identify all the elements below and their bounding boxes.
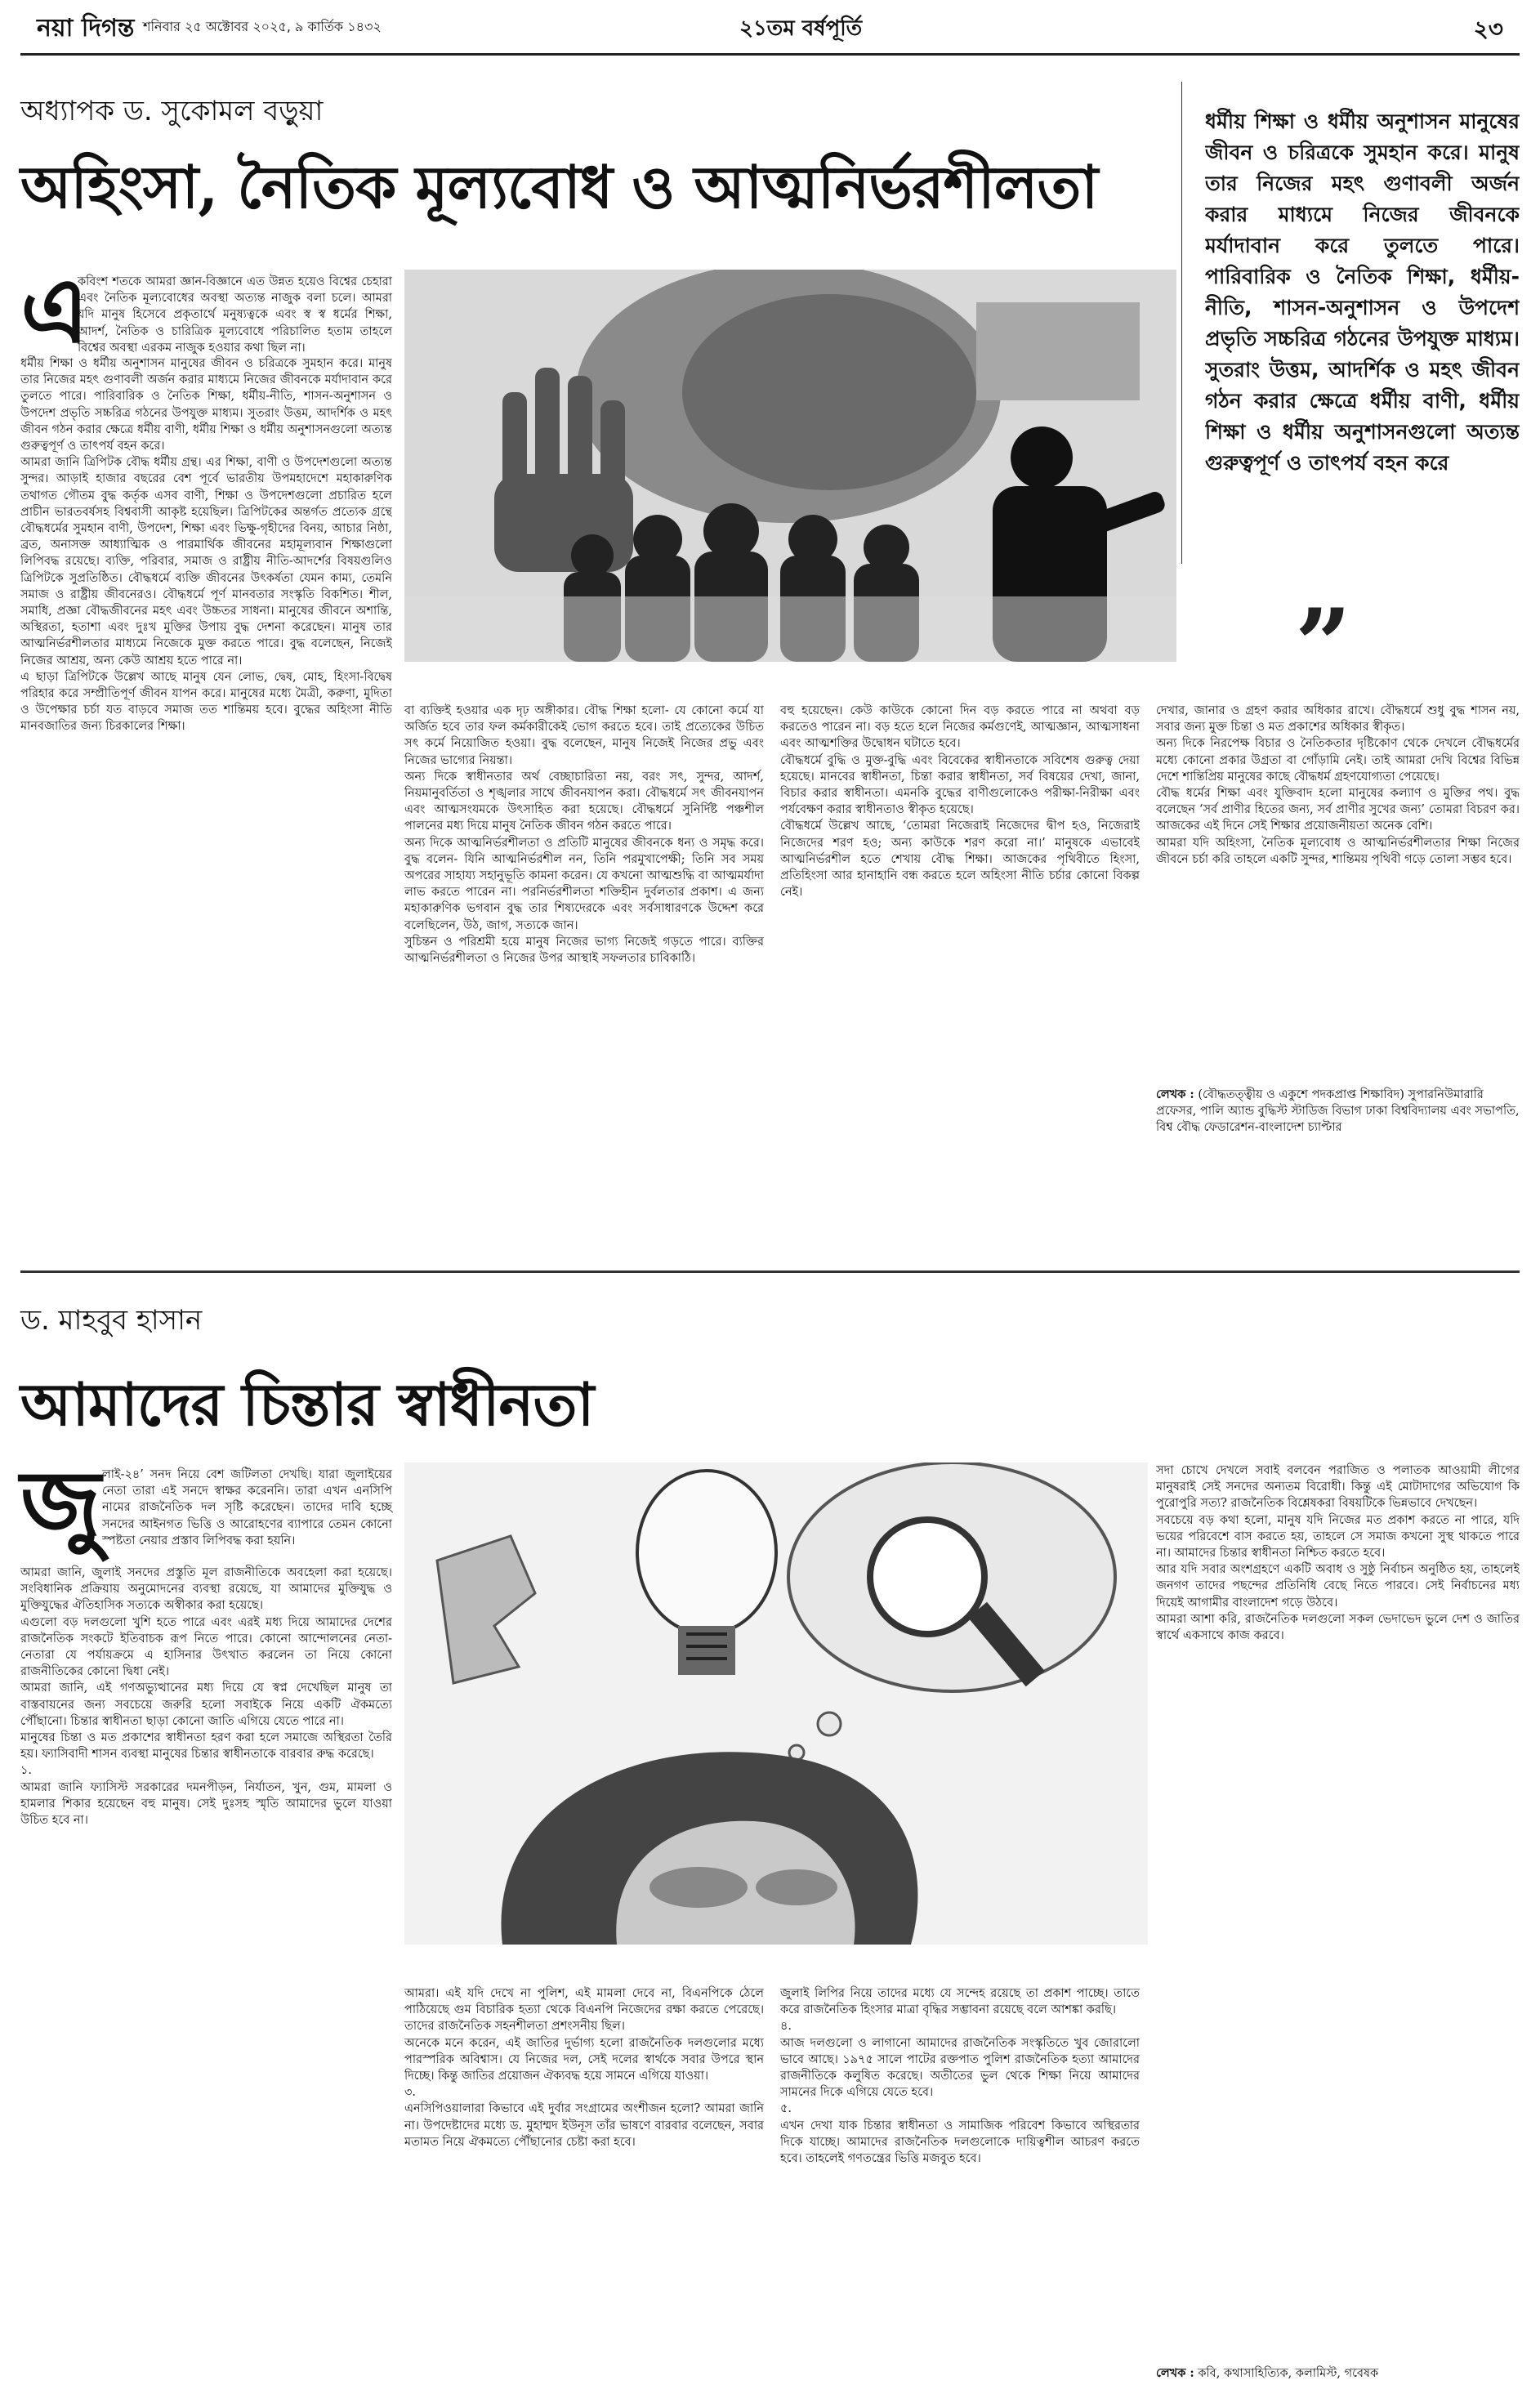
article1-author: অধ্যাপক ড. সুকোমল বড়ুয়া <box>20 95 324 127</box>
article1-signature <box>1156 1087 1520 1136</box>
section-divider <box>20 1270 1520 1273</box>
article1-dropcap: এ <box>20 257 89 363</box>
article2-author: ড. মাহবুব হাসান <box>20 1304 203 1337</box>
divider <box>1181 82 1182 564</box>
signature-label: লেখক : <box>1156 1087 1194 1101</box>
article2-column-2: আমরা। এই যদি দেখে না পুলিশ, এই মামলা দেবে না, বিএনপিকে ঠেলে পাঠিয়েছে গুম বিচারিক হত্যা থেকে বিএনপি নিজেদের রক্ষা করতে পেরেছে। তাদের রাজনৈতিক সহনশীলতা প্রশংসনীয় ছিল। অনেকে মনে করেন, এই জাতির দুর্ভাগ্য হলো রাজনৈতিক দলগুলোর মধ্যে পারস্পরিক অবিশ্বাস। যে নিজের দল, সেই দলের স্বার্থকে সবার উপরে স্থান দিচ্ছে। কিন্তু জাতির প্রয়োজন ঐক্যবদ্ধ হয়ে সামনে এগিয়ে যাওয়া। ৩. এনসিপিওয়ালারা কিভাবে এই দুর্বার সংগ্রামের অংশীজন হলো? আমরা জানি না। উপদেষ্টাদের মধ্যে ড. মুহাম্মদ ইউনূস তাঁর ভাষণে বারবার বলেছেন, সবার মতামত নিয়ে ঐকমত্যে পৌঁছানোর চেষ্টা করা হবে। <box>404 1987 764 2149</box>
section-title: ২১তম বর্ষপূর্তি <box>739 16 863 41</box>
signature-text: (বৌদ্ধতত্ত্বীয় ও একুশে পদকপ্রাপ্ত শিক্ষাবিদ) সুপারনিউমারারি প্রফেসর, পালি অ্যান্ড বুদ্ধিস্ট স্টাডিজ বিভাগ ঢাকা বিশ্ববিদ্যালয় এবং সভাপতি, বিশ্ব বৌদ্ধ ফেডারেশন-বাংলাদেশ চ্যাপ্টার <box>1156 1088 1520 1134</box>
article2-illustration <box>404 1462 1148 1945</box>
quote-icon: ” <box>1295 587 1352 703</box>
article2-dropcap: জু <box>20 1450 101 1556</box>
page-header <box>20 8 1520 56</box>
signature-label: লেখক : <box>1156 2366 1194 2380</box>
article1-column-2: বা ব্যক্তিই হওয়ার এক দৃঢ় অঙ্গীকার। বৌদ্ধ শিক্ষা হলো- যে কোনো কর্মে যা অর্জিত হবে তার ফল কর্মকারীকেই ভোগ করতে হবে। তাই প্রত্যেকের উচিত সৎ কর্মে নিয়োজিত হওয়া। বুদ্ধ বলেছেন, মানুষ নিজেই নিজের প্রভু এবং নিজের ভাগ্যের নিয়ন্তা। অন্য দিকে স্বাধীনতার অর্থ বেচ্ছাচারিতা নয়, বরং সৎ, সুন্দর, আদর্শ, নিয়মানুবর্তিতা ও শৃঙ্খলার সাথে জীবনযাপন করা। বৌদ্ধধর্মে সৎ জীবনযাপন এবং আত্মসংযমকে উৎসাহিত করা হয়েছে। বৌদ্ধধর্মে সুনির্দিষ্ট পঞ্চশীল পালনের মধ্য দিয়ে মানুষ নৈতিক জীবন গঠন করতে পারে। অন্য দিকে আত্মনির্ভরশীলতা ও প্রতিটি মানুষের জীবনকে ধন্য ও সমৃদ্ধ করে। বুদ্ধ বলেন- যিনি আত্মনির্ভরশীল নন, তিনি পরমুখাপেক্ষী; তিনি সব সময় অপরের সাহায্য সহানুভূতি কামনা করেন। যে কখনো আত্মশুদ্ধি বা আত্মমর্যাদা লাভ করতে পারেন না। পরনির্ভরশীলতা শক্তিহীন দুর্বলতার প্রকাশ। এ জন্য মহাকারুণিক ভগবান বুদ্ধ তার শিষ্যদেরকে এবং সর্বসাধারণকে উদ্দেশ করে বলেছিলেন, উঠ, জাগ, সত্যকে জান। সুচিন্তন ও পরিশ্রমী হয়ে মানুষ নিজের ভাগ্য নিজেই গড়তে পারে। ব্যক্তির আত্মনির্ভরশীলতা ও নিজের উপর আস্থাই সফলতার চাবিকাঠি। <box>404 704 764 966</box>
page-number: ২৩ <box>1473 16 1503 42</box>
pull-quote: ধর্মীয় শিক্ষা ও ধর্মীয় অনুশাসন মানুষের জীবন ও চরিত্রকে সুমহান করে। মানুষ তার নিজের মহৎ গুণাবলী অর্জন করার মাধ্যমে নিজের জীবনকে মর্যাদাবান করে তুলতে পারে। পারিবারিক ও নৈতিক শিক্ষা, ধর্মীয়-নীতি, শাসন-অনুশাসন ও উপদেশ প্রভৃতি সচ্চরিত্র গঠনের উপযুক্ত মাধ্যম। সুতরাং উত্তম, আদর্শিক ও মহৎ জীবন গঠন করার ক্ষেত্রে ধর্মীয় বাণী, ধর্মীয় শিক্ষা ও ধর্মীয় অনুশাসনগুলো অত্যন্ত গুরুত্বপূর্ণ ও তাৎপর্য বহন করে <box>1205 109 1520 475</box>
article1-column-1: ধর্মীয় শিক্ষা ও ধর্মীয় অনুশাসন মানুষের জীবন ও চরিত্রকে সুমহান করে। মানুষ তার নিজের মহৎ গুণাবলী অর্জন করার মাধ্যমে নিজের জীবনকে মর্যাদাবান করে তুলতে পারে। পারিবারিক ও নৈতিক শিক্ষা, ধর্মীয়-নীতি, শাসন-অনুশাসন ও উপদেশ প্রভৃতি সচ্চরিত্র গঠনের উপযুক্ত মাধ্যম। সুতরাং উত্তম, আদর্শিক ও মহৎ জীবন গঠন করার ক্ষেত্রে ধর্মীয় বাণী, ধর্মীয় শিক্ষা ও ধর্মীয় অনুশাসনগুলো অত্যন্ত গুরুত্বপূর্ণ ও তাৎপর্য বহন করে। আমরা জানি ত্রিপিটক বৌদ্ধ ধর্মীয় গ্রন্থ। এর শিক্ষা, বাণী ও উপদেশগুলো অত্যন্ত সুন্দর। আড়াই হাজার বছরের বেশ পূর্বে ভারতীয় উপমহাদেশে মহাকারুণিক তথাগত গৌতম বুদ্ধ কর্তৃক এসব বাণী, শিক্ষা ও উপদেশগুলো প্রচারিত হলে প্রাচীন ভারতবর্ষসহ বিশ্ববাসী আকৃষ্ট হয়েছিল। ত্রিপিটকের অন্তর্গত প্রত্যেক গ্রন্থে বৌদ্ধধর্মের সুমহান বাণী, উপদেশ, শিক্ষা এবং ভিক্ষু-গৃহীদের বিনয়, আচার নিষ্ঠা, ব্রত, অনাসক্ত আধ্যাত্মিক ও পারমার্থিক জীবনের মহামূল্যবান শিক্ষাগুলো লিপিবদ্ধ রয়েছে। ব্যক্তি, পরিবার, সমাজ ও রাষ্ট্রীয় নীতি-আদর্শের বিষয়গুলিও ত্রিপিটকে সুপ্রতিষ্ঠিত। বৌদ্ধধর্মে ব্যক্তি জীবনের উৎকর্ষতা যেমন কাম্য, তেমনি সমাজ ও রাষ্ট্রীয় জীবনেরও। বৌদ্ধধর্মে পূর্ণ মানবতার সংস্কৃতি বিকশিত। শীল, সমাধি, প্রজ্ঞা বৌদ্ধজীবনের মহৎ এবং উচ্চতর সাধনা। মানুষের জীবনে অশান্তি, অস্থিরতা, হতাশা এবং দুঃখ মুক্তির উপায় বুদ্ধ দেশনা করেছেন। মানুষ তার আত্মনির্ভরশীলতার মাধ্যমে নিজেকে মুক্ত করতে পারে। বুদ্ধ বলেছেন, নিজেই নিজের আশ্রয়, অন্য কেউ আশ্রয় হতে পারে না। এ ছাড়া ত্রিপিটকে উল্লেখ আছে মানুষ যেন লোভ, দ্বেষ, মোহ, হিংসা-বিদ্বেষ পরিহার করে সম্প্রীতিপূর্ণ জীবন যাপন করে। মানুষের মধ্যে মৈত্রী, করুণা, মুদিতা ও উপেক্ষার চর্চা যত বাড়বে সমাজ তত শান্তিময় হবে। বুদ্ধের অহিংসা নীতি মানবজাতির জন্য চিরকালের শিক্ষা। <box>20 357 392 734</box>
article2-column-1: আমরা জানি, জুলাই সনদের প্রস্তুতি মূল রাজনীতিকে অবহেলা করা হয়েছে। সংবিধানিক প্রক্রিয়ায় অনুমোদনের ব্যবস্থা রয়েছে, যা আমাদের মুক্তিযুদ্ধ ও মুক্তিযুদ্ধের ঐতিহাসিক সত্যকে অস্বীকার করা হয়েছে। এগুলো বড় দলগুলো খুশি হতে পারে এবং এরই মধ্য দিয়ে আমাদের দেশের রাজনৈতিক সংকটে ইতিবাচক রূপ নিতে পারে। কোনো আন্দোলনের নেতা-নেতারা যে পর্যায়ক্রমে এ হাসিনার উৎখাত করলেন তা নিয়ে কোনো রাজনীতিকের কোনো দ্বিধা নেই। আমরা জানি, এই গণঅভ্যুত্থানের মধ্য দিয়ে যে স্বপ্ন দেখেছিল মানুষ তা বাস্তবায়নের জন্য সবচেয়ে জরুরি হলো সবাইকে নিয়ে একটি ঐকমত্যে পৌঁছানো। চিন্তার স্বাধীনতা ছাড়া কোনো জাতি এগিয়ে যেতে পারে না। মানুষের চিন্তা ও মত প্রকাশের স্বাধীনতা হরণ করা হলে সমাজে অস্থিরতা তৈরি হয়। ফ্যাসিবাদী শাসন ব্যবস্থা মানুষের চিন্তার স্বাধীনতাকে বারবার রুদ্ধ করেছে। ১. আমরা জানি ফ্যাসিস্ট সরকারের দমনপীড়ন, নির্যাতন, খুন, গুম, মামলা ও হামলার শিকার হয়েছেন বহু মানুষ। সেই দুঃসহ স্মৃতি আমাদের ভুলে যাওয়া উচিত হবে না। <box>20 1566 392 1828</box>
article2-column-3: জুলাই লিপির নিয়ে তাদের মধ্যে যে সন্দেহ রয়েছে তা প্রকাশ পাচ্ছে। তাতে করে রাজনৈতিক হিংসার মাত্রা বৃদ্ধির সম্ভাবনা রয়েছে বলে আশঙ্কা করছি। ৪. আজ দলগুলো ও লাগানো আমাদের রাজনৈতিক সংস্কৃতিতে খুব জোরালো ভাবে আছে। ১৯৭৫ সালে পাটের রক্তপাত পুলিশ রাজনৈতিক হত্যা আমাদের রাজনীতিকে কলুষিত করেছে। অতীতের ভুল থেকে শিক্ষা নিয়ে আমাদের সামনের দিকে এগিয়ে যেতে হবে। ৫. এখন দেখা যাক চিন্তার স্বাধীনতা ও সামাজিক পরিবেশ কিভাবে অস্থিরতার দিকে যাচ্ছে। আমাদের রাজনৈতিক দলগুলোকে দায়িত্বশীল আচরণ করতে হবে। তাহলেই গণতন্ত্রের ভিত্তি মজবুত হবে। <box>780 1987 1140 2166</box>
article2-signature <box>1156 2365 1520 2382</box>
article2-column-4: সদা চোখে দেখলে সবাই বলবেন পরাজিত ও পলাতক আওয়ামী লীগের মানুষরাই সেই সনদের অন্যতম বিরোধী। কিন্তু এই মোটাদাগের অভিযোগ কি পুরোপুরি সত্য? রাজনৈতিক বিশ্লেষকরা বিষয়টিকে ভিন্নভাবে দেখছেন। সবচেয়ে বড় কথা হলো, মানুষ যদি নিজের মত প্রকাশ করতে না পারে, যদি ভয়ের পরিবেশে বাস করতে হয়, তাহলে সে সমাজ কখনো সুস্থ থাকতে পারে না। আমাদের চিন্তার স্বাধীনতা নিশ্চিত করতে হবে। আর যদি সবার অংশগ্রহণে একটি অবাধ ও সুষ্ঠু নির্বাচন অনুষ্ঠিত হয়, তাহলেই জনগণ তাদের পছন্দের প্রতিনিধি বেছে নিতে পারবে। সেই নির্বাচনের মধ্য দিয়েই আগামীর বাংলাদেশ গড়ে উঠবে। আমরা আশা করি, রাজনৈতিক দলগুলো সকল ভেদাভেদ ভুলে দেশ ও জাতির স্বার্থে একসাথে কাজ করবে। <box>1156 1464 1520 1643</box>
article2-intro: লাই-২৪’ সনদ নিয়ে বেশ জটিলতা দেখছি। যারা জুলাইয়ের নেতা তারা এই সনদে স্বাক্ষর করেননি। তারা এখন এনসিপি নামের রাজনৈতিক দল সৃষ্টি করেছেন। তাদের দাবি হচ্ছে সনদের আইনগত ভিত্তি ও আরোহণের ব্যাপারে তেমন কোনো স্পষ্টতা নেয়ার প্রস্তাব লিপিবদ্ধ করা হয়নি। <box>102 1468 392 1547</box>
article1-column-3: বহু হয়েছেন। কেউ কাউকে কোনো দিন বড় করতে পারে না অথবা বড় করতেও পারেন না। বড় হতে হলে নিজের কর্মগুণেই, আত্মজ্ঞান, আত্মসাধনা এবং আত্মশক্তির উদ্বোধন ঘটাতে হবে। বৌদ্ধধর্মে বুদ্ধি ও মুক্ত-বুদ্ধি এবং বিবেকের স্বাধীনতাকে সবিশেষ গুরুত্ব দেয়া হয়েছে। মানবের স্বাধীনতা, চিন্তা করার স্বাধীনতা, সর্ব বিষয়ের দেখা, জানা, বিচার করার স্বাধীনতা। এমনকি বুদ্ধের বাণীগুলোকেও পরীক্ষা-নিরীক্ষা এবং পর্যবেক্ষণ করার স্বাধীনতাও স্বীকৃত হয়েছে। বৌদ্ধধর্মে উল্লেখ আছে, ‘তোমরা নিজেরাই নিজেদের দ্বীপ হও, নিজেরাই নিজেদের শরণ হও; অন্য কাউকে শরণ করো না।’ মানুষকে এভাবেই আত্মনির্ভরশীল হতে শেখায় বৌদ্ধ শিক্ষা। আজকের পৃথিবীতে হিংসা, প্রতিহিংসা আর হানাহানি বন্ধ করতে হলে অহিংসা নীতি চর্চার কোনো বিকল্প নেই। <box>780 704 1140 900</box>
newspaper-logo[interactable]: নয়া দিগন্ত <box>37 14 135 42</box>
article1-intro: কবিংশ শতকে আমরা জ্ঞান-বিজ্ঞানে এত উন্নত হয়েও বিশ্বের চেহারা এবং নৈতিক মূল্যবোধের অবস্থা অত্যন্ত নাজুক বলা চলে। আমরা যদি মানুষ হিসেবে প্রকৃতার্থে মনুষ্যত্বকে এবং স্ব স্ব ধর্মের শিক্ষা, আদর্শ, নৈতিক ও চারিত্রিক মূল্যবোধে পরিচালিত হতাম তাহলে বিশ্বের অবস্থা এরকম নাজুক হওয়ার কথা ছিল না। <box>78 275 392 355</box>
article1-column-4: দেখার, জানার ও গ্রহণ করার অধিকার রাখে। বৌদ্ধধর্মে শুধু বুদ্ধ শাসন নয়, সবার জন্য মুক্ত চিন্তা ও মত প্রকাশের অধিকার স্বীকৃত। অন্য দিকে নিরপেক্ষ বিচার ও নৈতিকতার দৃষ্টিকোণ থেকে দেখলে বৌদ্ধধর্মের মধ্যে কোনো প্রকার উগ্রতা বা গোঁড়ামি নেই। তাই আমরা দেখি বিশ্বের বিভিন্ন দেশে শান্তিপ্রিয় মানুষের কাছে বৌদ্ধধর্ম গ্রহণযোগ্যতা পেয়েছে। বৌদ্ধ ধর্মের শিক্ষা এবং যুক্তিবাদ হলো মানুষের কল্যাণ ও মুক্তির পথ। বুদ্ধ বলেছেন ‘সর্ব প্রাণীর হিতের জন্য, সর্ব প্রাণীর সুখের জন্য’ তোমরা বিচরণ কর। আজকের এই দিনে সেই শিক্ষার প্রয়োজনীয়তা অনেক বেশি। আমরা যদি অহিংসা, নৈতিক মূল্যবোধ ও আত্মনির্ভরশীলতার শিক্ষা নিজের জীবনে চর্চা করি তাহলে একটি সুন্দর, শান্তিময় পৃথিবী গড়ে তোলা সম্ভব হবে। <box>1156 704 1520 866</box>
article1-title[interactable]: অহিংসা, নৈতিক মূল্যবোধ ও আত্মনির্ভরশীলতা <box>20 152 1098 221</box>
signature-text: কবি, কথাসাহিত্যিক, কলামিস্ট, গবেষক <box>1198 2367 1379 2380</box>
article2-title[interactable]: আমাদের চিন্তার স্বাধীনতা <box>20 1369 594 1439</box>
article1-illustration <box>404 270 1176 662</box>
issue-date: শনিবার ২৫ অক্টোবর ২০২৫, ৯ কার্তিক ১৪৩২ <box>143 19 382 34</box>
